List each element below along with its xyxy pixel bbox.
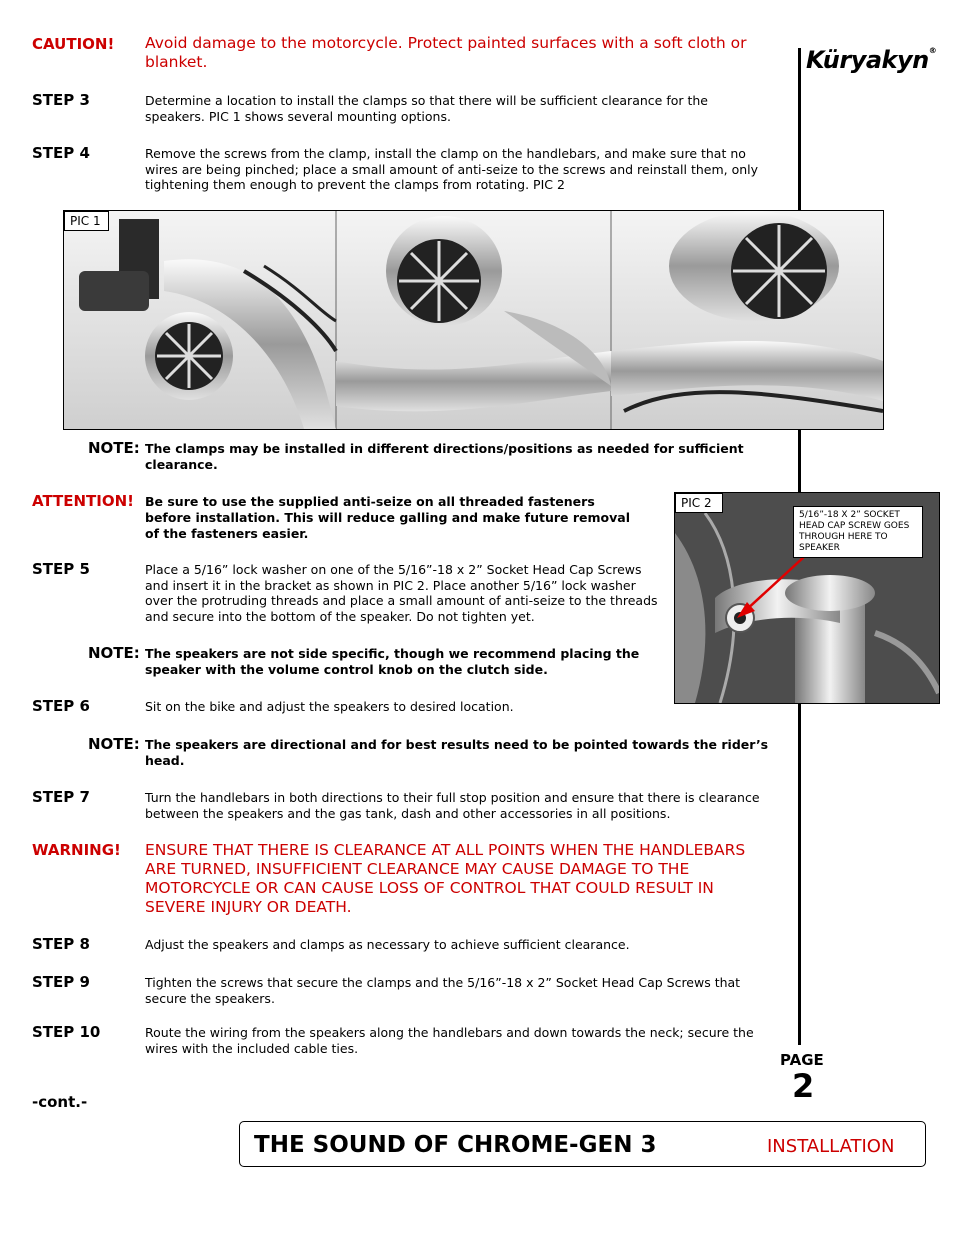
footer-subtitle: INSTALLATION (767, 1136, 895, 1157)
pic2-photo (674, 492, 940, 704)
attention-text: Be sure to use the supplied anti-seize on all threaded fasteners before installation. This will reduce galling and make future removal of the fasteners easier. (145, 494, 630, 541)
page-label: PAGE (780, 1051, 824, 1069)
step5-text: Place a 5/16” lock washer on one of the 5/16”-18 x 2” Socket Head Cap Screws and insert it in the bracket as shown in PIC 2. Place another 5/16” lock washer over the protruding threads and place a small amount of anti-seize to the threads and secure into the bottom of the speaker. Do not tighten yet. (145, 562, 658, 624)
step3-label: STEP 3 (32, 91, 90, 109)
step8-label: STEP 8 (32, 935, 90, 953)
step9-label: STEP 9 (32, 973, 90, 991)
note3-text: The speakers are directional and for best results need to be pointed towards the rider’s head. (145, 737, 769, 768)
note1-text: The clamps may be installed in different directions/positions as needed for sufficient clearance. (145, 441, 744, 472)
step10-label: STEP 10 (32, 1023, 101, 1041)
page-number: 2 (792, 1067, 815, 1105)
registered-mark: ® (928, 46, 937, 55)
step10-text: Route the wiring from the speakers along the handlebars and down towards the neck; secure the wires with the included cable ties. (145, 1025, 754, 1056)
footer-title: THE SOUND OF CHROME-GEN 3 (254, 1132, 657, 1158)
pic2-callout: 5/16”-18 X 2” SOCKET HEAD CAP SCREW GOES THROUGH HERE TO SPEAKER (793, 506, 923, 558)
pic1-illustration (64, 211, 883, 429)
step5-label: STEP 5 (32, 560, 90, 578)
vertical-rule-middle (798, 430, 801, 492)
caution-label: CAUTION! (32, 35, 115, 53)
warning-text: ENSURE THAT THERE IS CLEARANCE AT ALL POINTS WHEN THE HANDLEBARS ARE TURNED, INSUFFICIENT CLEARANCE MAY CAUSE DAMAGE TO THE MOTORCYCLE OR CAN CAUSE LOSS OF CONTROL THAT COULD RESULT IN SEVERE INJURY OR DEATH. (145, 841, 746, 916)
pic1-label: PIC 1 (64, 211, 109, 231)
step4-text: Remove the screws from the clamp, install the clamp on the handlebars, and make sure that no wires are being pinched; place a small amount of anti-seize to the screws and reinstall them, only tightening them enough to prevent the clamps from rotating. PIC 2 (145, 146, 759, 192)
caution-text: Avoid damage to the motorcycle. Protect painted surfaces with a soft cloth or blanket. (145, 34, 747, 71)
note3-label: NOTE: (88, 735, 140, 753)
continued-marker: -cont.- (32, 1093, 88, 1111)
brand-logo (806, 46, 936, 74)
step3-text: Determine a location to install the clamps so that there will be sufficient clearance for the speakers. PIC 1 shows several mounting options. (145, 93, 708, 124)
step6-text: Sit on the bike and adjust the speakers to desired location. (145, 699, 514, 714)
step7-label: STEP 7 (32, 788, 90, 806)
note1-label: NOTE: (88, 439, 140, 457)
brand-logo-text: Küryakyn (806, 46, 929, 74)
note2-label: NOTE: (88, 644, 140, 662)
warning-label: WARNING! (32, 841, 121, 859)
pic2-label: PIC 2 (675, 493, 723, 513)
attention-label: ATTENTION! (32, 492, 135, 510)
footer-title-box (239, 1121, 926, 1167)
vertical-rule-bottom (798, 703, 801, 1045)
step8-text: Adjust the speakers and clamps as necessary to achieve sufficient clearance. (145, 937, 630, 952)
step7-text: Turn the handlebars in both directions to their full stop position and ensure that there is clearance between the speakers and the gas tank, dash and other accessories in all positions. (145, 790, 760, 821)
step9-text: Tighten the screws that secure the clamps and the 5/16”-18 x 2” Socket Head Cap Screws that secure the speakers. (145, 975, 741, 1006)
step6-label: STEP 6 (32, 697, 90, 715)
step4-label: STEP 4 (32, 144, 90, 162)
vertical-rule-top (798, 48, 801, 210)
pic1-photo (63, 210, 884, 430)
note2-text: The speakers are not side specific, though we recommend placing the speaker with the volume control knob on the clutch side. (145, 646, 640, 677)
